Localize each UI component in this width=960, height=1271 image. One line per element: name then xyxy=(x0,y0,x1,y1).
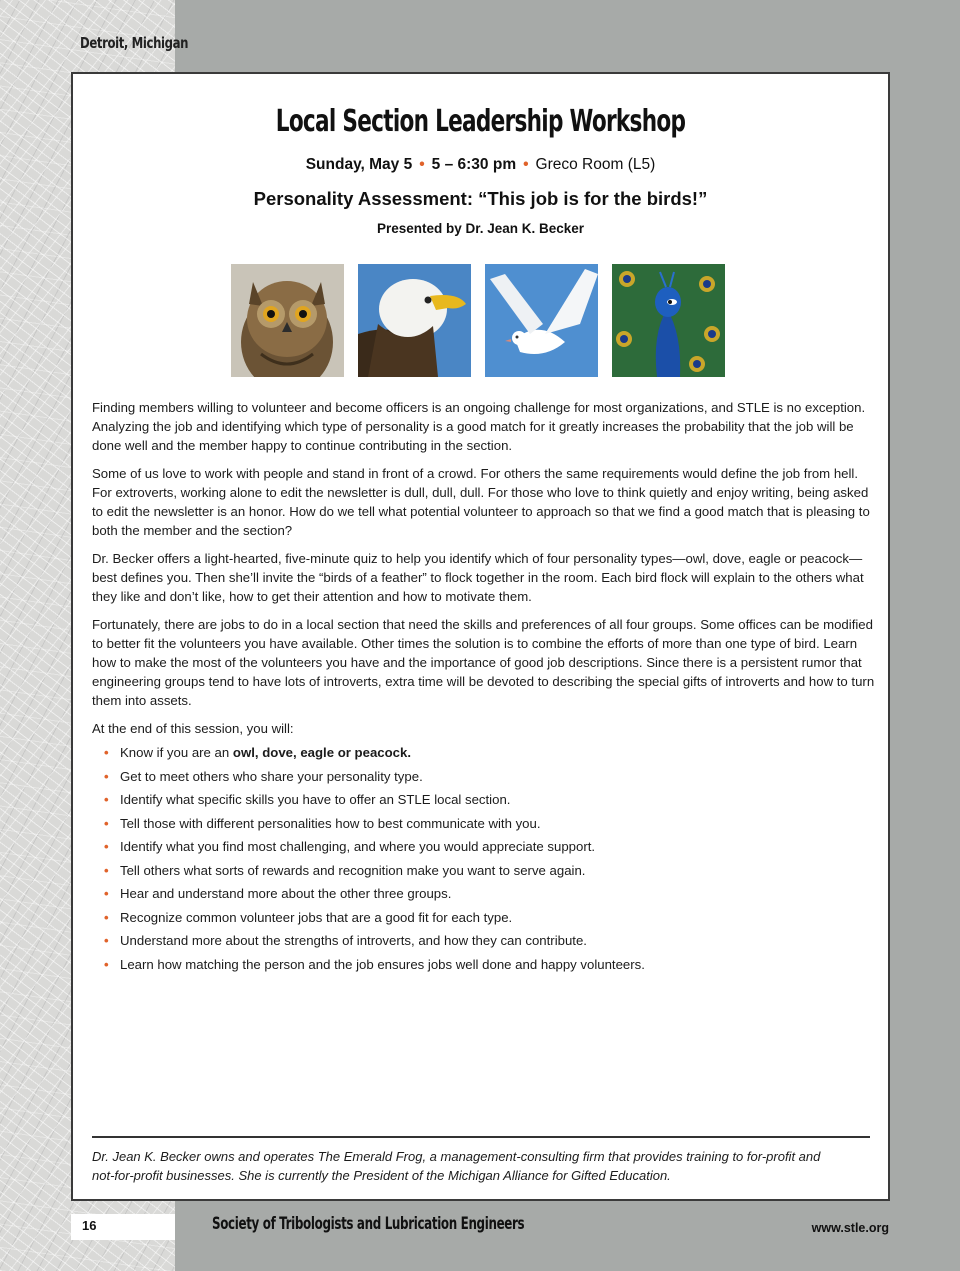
author-bio: Dr. Jean K. Becker owns and operates The Emerald Frog, a management-consulting firm that provides training to for-profit and not-for-profit businesses. She is currently the President of the Michigan Alliance for Gifted Education. xyxy=(92,1149,821,1183)
bullet-icon: • xyxy=(104,839,109,854)
list-item-text: Know if you are an xyxy=(120,745,233,760)
workshop-title: Local Section Leadership Workshop xyxy=(275,104,686,139)
article-panel xyxy=(71,72,890,1201)
footer-organization: Society of Tribologists and Lubrication Engineers xyxy=(212,1214,525,1234)
presenter-line: Presented by Dr. Jean K. Becker xyxy=(376,221,585,236)
owl-photo xyxy=(231,264,344,377)
event-room: Greco Room (L5) xyxy=(535,156,656,173)
separator-dot: • xyxy=(523,156,529,173)
event-date-line xyxy=(73,156,888,174)
list-item xyxy=(104,861,877,885)
bird-photo-strip xyxy=(231,264,725,377)
list-item-text: Hear and understand more about the other three groups. xyxy=(120,886,452,901)
bullet-icon: • xyxy=(104,862,109,878)
separator-dot: • xyxy=(419,156,425,173)
bullet-icon: • xyxy=(104,815,109,831)
paragraph: Finding members willing to volunteer and become officers is an ongoing challenge for most organizations, and STLE is no exception. Analyzing the job and identifying which type of personality is a good match for it greatly increases the probability that the job will be done well and the member happy to continue contributing in the section. xyxy=(92,400,866,453)
list-item xyxy=(104,743,877,767)
list-item-text: Tell those with different personalities how to best communicate with you. xyxy=(120,815,541,831)
list-item xyxy=(104,767,877,791)
paragraph: At the end of this session, you will: xyxy=(92,721,294,736)
eagle-photo xyxy=(358,264,471,377)
list-item-bold-text: owl, dove, eagle or peacock. xyxy=(232,745,412,760)
list-item xyxy=(104,955,877,979)
peacock-photo xyxy=(612,264,725,377)
bullet-icon: • xyxy=(104,886,109,901)
list-item-text: Understand more about the strengths of introverts, and how they can contribute. xyxy=(120,933,587,948)
location-label: Detroit, Michigan xyxy=(80,34,189,52)
list-item xyxy=(104,884,877,908)
paragraph: Some of us love to work with people and stand in front of a crowd. For others the same requirements would define the job from hell. For extroverts, working alone to edit the newsletter is dull, dull, dull. For those who love to think quietly and enjoy writing, being asked to edit the newsletter is an honor. How do we tell what potential volunteer to approach so that we find a good match that is pleasing to both the member and the section? xyxy=(92,466,870,538)
list-item xyxy=(104,790,877,814)
page-number: 16 xyxy=(82,1218,97,1233)
session-title: Personality Assessment: “This job is for the birds!” xyxy=(253,188,708,209)
list-item-text: Learn how matching the person and the job ensures jobs well done and happy volunteers. xyxy=(120,956,645,972)
list-item xyxy=(104,908,877,932)
bullet-icon: • xyxy=(104,933,109,948)
event-day: Sunday, May 5 xyxy=(305,156,413,173)
list-item-text: Recognize common volunteer jobs that are a good fit for each type. xyxy=(120,909,513,925)
bio-divider xyxy=(92,1136,870,1138)
list-item xyxy=(104,837,877,861)
event-time: 5 – 6:30 pm xyxy=(431,156,517,173)
paragraph: Dr. Becker offers a light-hearted, five-minute quiz to help you identify which of four personality types—owl, dove, eagle or peacock—best defines you. Then she’ll invite the “birds of a feather” to flock together in the room. Each bird flock will explain to the others what they like and don’t like, how to get their attention and how to motivate them. xyxy=(92,551,864,604)
list-item-text: Get to meet others who share your personality type. xyxy=(120,768,423,784)
list-item-text: Identify what you find most challenging, and where you would appreciate support. xyxy=(120,839,596,854)
bullet-icon: • xyxy=(104,768,109,784)
bullet-icon: • xyxy=(104,745,109,760)
bullet-icon: • xyxy=(104,956,109,972)
article-body xyxy=(92,398,877,978)
footer-url: www.stle.org xyxy=(811,1221,889,1235)
paragraph: Fortunately, there are jobs to do in a local section that need the skills and preferences of all four groups. Some offices can be modified to better fit the volunteers you have available. Other times the solution is to combine the efforts of more than one type of bird. Learn how to make the most of the volunteers you have and the importance of good job descriptions. Since there is a persistent rumor that engineering groups tend to have lots of introverts, extra time will be devoted to describing the special gifts of introverts and how to turn them into assets. xyxy=(92,617,875,708)
list-item xyxy=(104,814,877,838)
bullet-icon: • xyxy=(104,792,109,807)
outcomes-list xyxy=(92,743,877,978)
list-item xyxy=(104,931,877,955)
bullet-icon: • xyxy=(104,909,109,925)
dove-photo xyxy=(485,264,598,377)
list-item-text: Identify what specific skills you have to offer an STLE local section. xyxy=(120,792,511,807)
list-item-text: Tell others what sorts of rewards and recognition make you want to serve again. xyxy=(120,862,586,878)
